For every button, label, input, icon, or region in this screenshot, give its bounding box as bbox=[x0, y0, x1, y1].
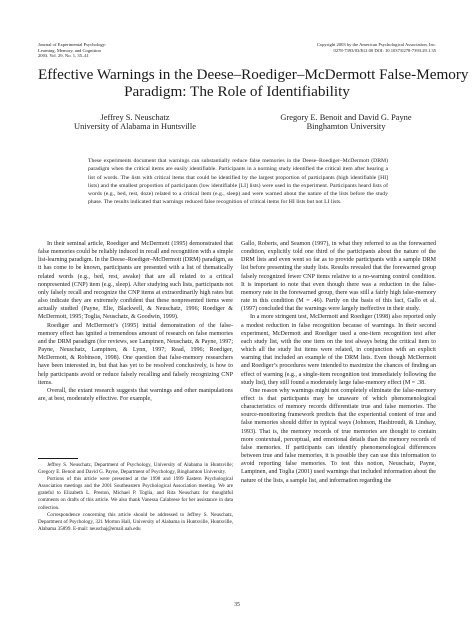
title-line-2: Paradigm: The Role of Identifiability bbox=[124, 83, 350, 100]
body-paragraph: In their seminal article, Roediger and McDermott (1995) demonstrated that false memories could be reliably induced in recall and recognition with a simple list-learning paradigm. In the Deese–Roediger–McDermott (DRM) paradigm, as it has come to be known, participants are presented with a list of thematically related words (e.g., bed, rest, awake) that are all related to a critical nonpresented (CNP) item (e.g., sleep). After studying such lists, participants not only falsely recall and recognize the CNP items at extraordinarily high rates but also indicate they are extremely confident that these nonpresented items were actually studied (Payne, Elie, Blackwell, & Neuschatz, 1996; Roediger & McDermott, 1995; Toglia, Neuschatz, & Goodwin, 1999). bbox=[38, 241, 233, 321]
body-paragraph: Gallo, Roberts, and Seamon (1997), in what they referred to as the forewarned condition, explicitly told one third of the participants about the nature of the DRM lists and even went so far as to provide participants with a sample DRM list before presenting the study lists. Results revealed that the forewarned group falsely recognized fewer CNP items relative to a no-warning control condition. It is important to note that even though there was a reduction in the false-memory rate in the forewarned group, there was still a fairly high false-memory rate in this condition (M = .46). Partly on the basis of this fact, Gallo et al. (1997) concluded that the warnings were largely ineffective in their study. bbox=[241, 241, 436, 313]
body-paragraph: In a more stringent test, McDermott and Roediger (1998) also reported only a modest reduction in false recognition because of warnings. In their second experiment, McDermott and Roediger used a one-item recognition test after each study list, with the one item on the test always being the critical item to which all the study list items were related, in conjunction with an explicit warning that included an example of the DRM lists. Even though McDermott and Roediger’s procedures were intended to maximize the chances of finding an effect of warning (e.g., a single-item recognition test immediately following the study list), they still found a moderately large false-memory effect (M = .38. bbox=[241, 314, 436, 386]
doi-line: 0278-7393/03/$12.00 DOI: 10.1037/0278-7393.29.1.35 bbox=[333, 47, 436, 53]
body-paragraph: Overall, the extant research suggests that warnings and other manipulations are, at best, moderately effective. For example, bbox=[38, 387, 233, 402]
author-name: Gregory E. Benoit and David G. Payne bbox=[280, 113, 412, 122]
article-title bbox=[38, 66, 469, 100]
author-name: Jeffrey S. Neuschatz bbox=[100, 113, 170, 122]
footnote-affiliations: Jeffrey S. Neuschatz, Department of Psychology, University of Alabama in Huntsville; Gregory E. Benoit and David G. Payne, Department of Psychology, Binghamton University. bbox=[38, 462, 233, 476]
copyright-line: Copyright 2003 by the American Psychological Association, Inc. bbox=[316, 42, 436, 47]
journal-subtitle: Learning, Memory, and Cognition bbox=[38, 47, 101, 53]
author-note bbox=[38, 462, 233, 533]
journal-volume: 2003, Vol. 29, No. 1, 35–41 bbox=[38, 53, 89, 59]
footnote-acknowledgments: Portions of this article were presented at the 1998 and 1999 Eastern Psychological Association meetings and the 2001 Southeastern Psychological Association meeting. We are grateful to Elizabeth L. Preston, Michael P. Toglia, and Rita Neuschatz for thoughtful comments on drafts of this article. We also thank Vanessa Calabrese for her assistance in data collection. bbox=[38, 476, 233, 511]
body-paragraph: Roediger and McDermott’s (1995) initial demonstration of the false-memory effect has ignited a tremendous amount of research on false memories and the DRM paradigm (for reviews, see Lampinen, Neuschatz, & Payne, 1997; Payne, Neuschatz, Lampinen, & Lynn, 1997; Read, 1996; Roediger, McDermott, & Robinson, 1998). One question that false-memory researchers have been interested in, but that has yet to be resolved conclusively, is how to help participants avoid or reduce falsely recalling and falsely recognizing CNP items. bbox=[38, 322, 233, 386]
page-number: 35 bbox=[234, 602, 240, 608]
body-paragraph: One reason why warnings might not completely eliminate the false-memory effect is that participants may be unaware of which phenomenological characteristics of memory records differentiate true and false memories. The source-monitoring framework predicts that the experiential content of true and false memories should differ in typical ways (Johnson, Hashtroudi, & Lindsay, 1993). That is, the memory records of true memories are thought to contain more contextual, perceptual, and emotional details than the memory records of false memories. If participants can identify phenomenological differences between true and false memories, it is possible they can use this information to avoid reporting false memories. To test this notion, Neuschatz, Payne, Lampinen, and Toglia (2001) used warnings that included information about the nature of the lists, a sample list, and information regarding the bbox=[241, 387, 436, 484]
author-affiliation: University of Alabama in Huntsville bbox=[74, 122, 196, 132]
author-block-1 bbox=[60, 113, 210, 132]
body-column-right bbox=[241, 240, 436, 485]
footnote-rule bbox=[38, 458, 78, 459]
author-affiliation: Binghamton University bbox=[306, 122, 386, 132]
journal-header-left bbox=[38, 42, 106, 59]
author-block-2 bbox=[258, 113, 434, 132]
body-column-left bbox=[38, 240, 233, 403]
footnote-correspondence: Correspondence concerning this article should be addressed to Jeffrey S. Neuschatz, Department of Psychology, 321 Morton Hall, University of Alabama in Huntsville, Huntsville, Alabama 35899. E-mail: neuschaj@email.uah.edu bbox=[38, 511, 233, 532]
abstract: These experiments document that warnings can substantially reduce false memories in the Deese–Roediger–McDermott (DRM) paradigm when the critical items are easily identifiable. Participants in a norming study identified the critical item after hearing a list of words. The lists with critical items that could be identified by the largest proportion of participants (high identifiable [HI] lists) and the smallest proportion of participants (low identifiable [LI] lists) were used in the experiment. Participants heard lists of words (e.g., bed, rest, doze) related to a critical item (e.g., sleep) and were warned about the nature of the lists before the study phase. The results indicated that warnings reduced false recognition of critical items for HI lists but not LI lists. bbox=[88, 158, 388, 206]
title-line-1: Effective Warnings in the Deese–Roediger–McDermott False-Memory bbox=[38, 66, 469, 83]
journal-header-right bbox=[317, 42, 436, 53]
journal-name: Journal of Experimental Psychology: bbox=[38, 42, 107, 47]
